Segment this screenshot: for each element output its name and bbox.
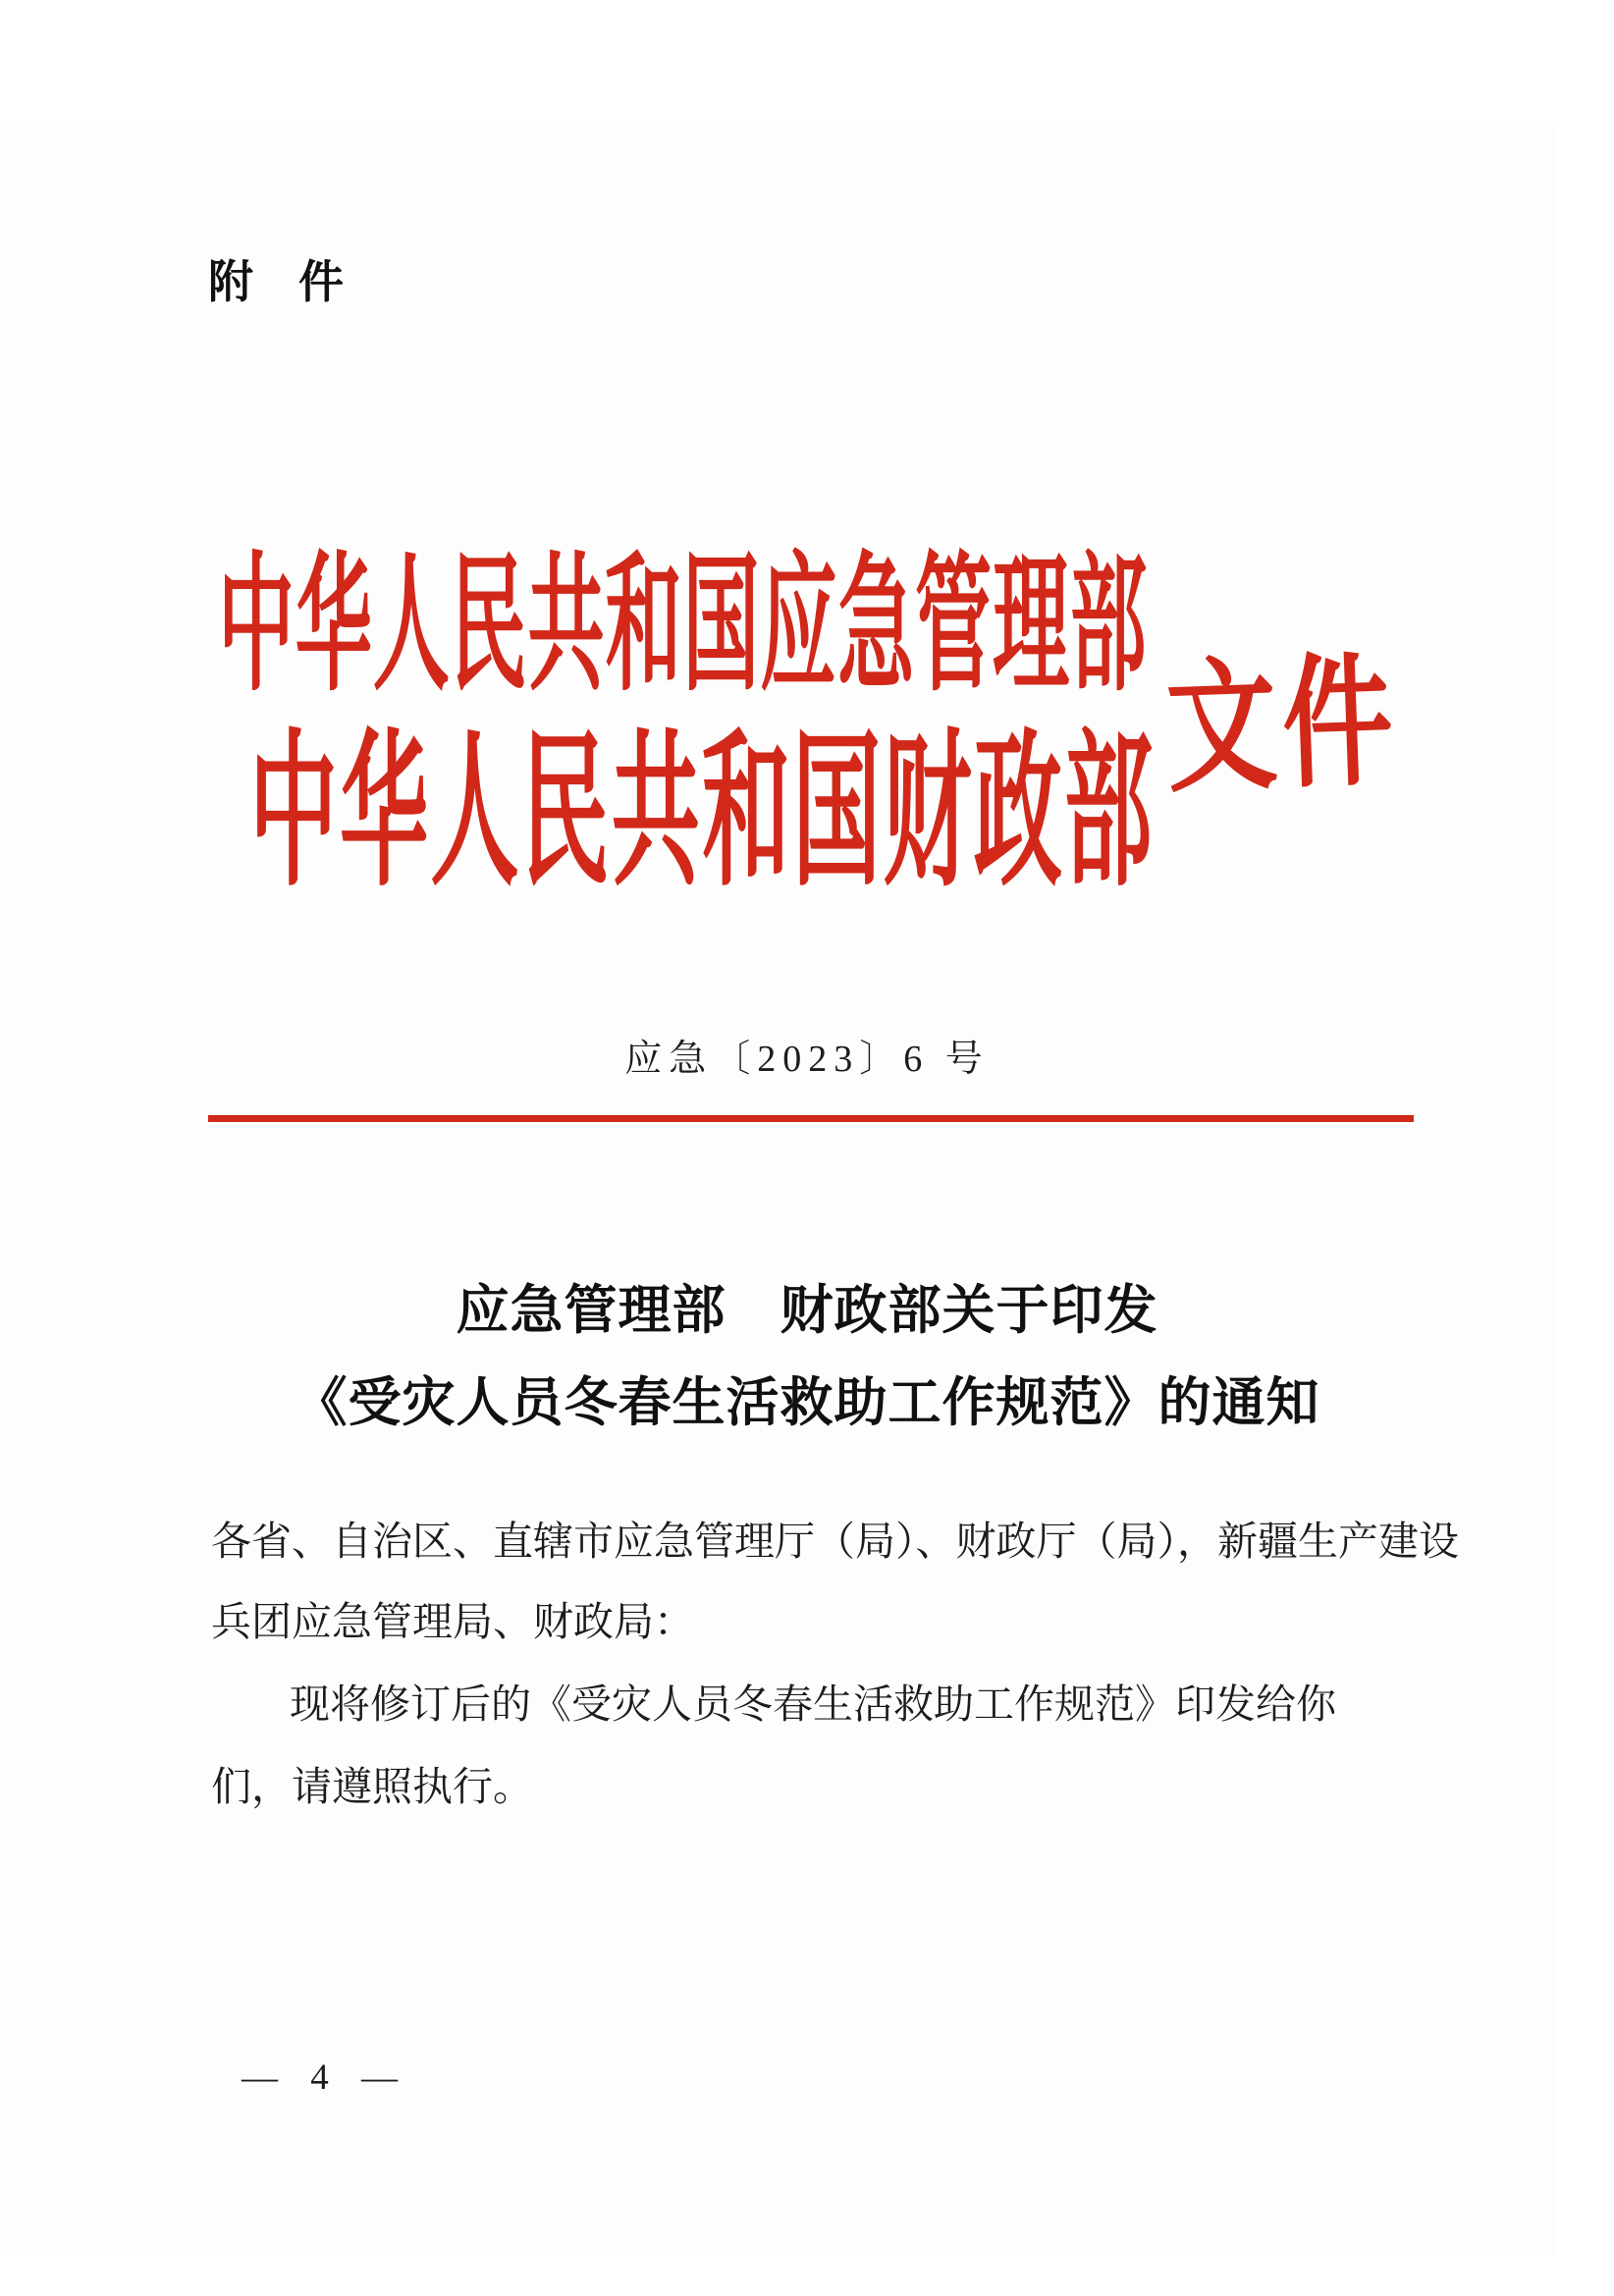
- body-paragraph-line: 现将修订后的《受灾人员冬春生活救助工作规范》印发给你: [290, 1682, 1336, 1727]
- letterhead-document-word: 文件: [1163, 643, 1402, 811]
- letterhead-issuer-line1: 中华人民共和国应急管理部: [218, 542, 1147, 709]
- salutation-line: 兵团应急管理局、财政局：: [211, 1599, 694, 1644]
- letterhead-issuer-line2: 中华人民共和国财政部: [249, 721, 1153, 907]
- scan-sheet-background: [0, 126, 1557, 2256]
- body-paragraph-line: 们，请遵照执行。: [211, 1764, 533, 1809]
- attachment-label: 附 件: [208, 256, 344, 307]
- red-separator-rule: [208, 1115, 1414, 1122]
- notice-title-line1: 应急管理部 财政部关于印发: [456, 1281, 1158, 1340]
- page-number: — 4 —: [242, 2057, 400, 2098]
- notice-title-line2: 《受灾人员冬春生活救助工作规范》的通知: [294, 1373, 1320, 1432]
- document-reference-number: 应急〔2023〕6 号: [624, 1039, 990, 1080]
- salutation-line: 各省、自治区、直辖市应急管理厅（局）、财政厅（局），新疆生产建设: [211, 1519, 1459, 1564]
